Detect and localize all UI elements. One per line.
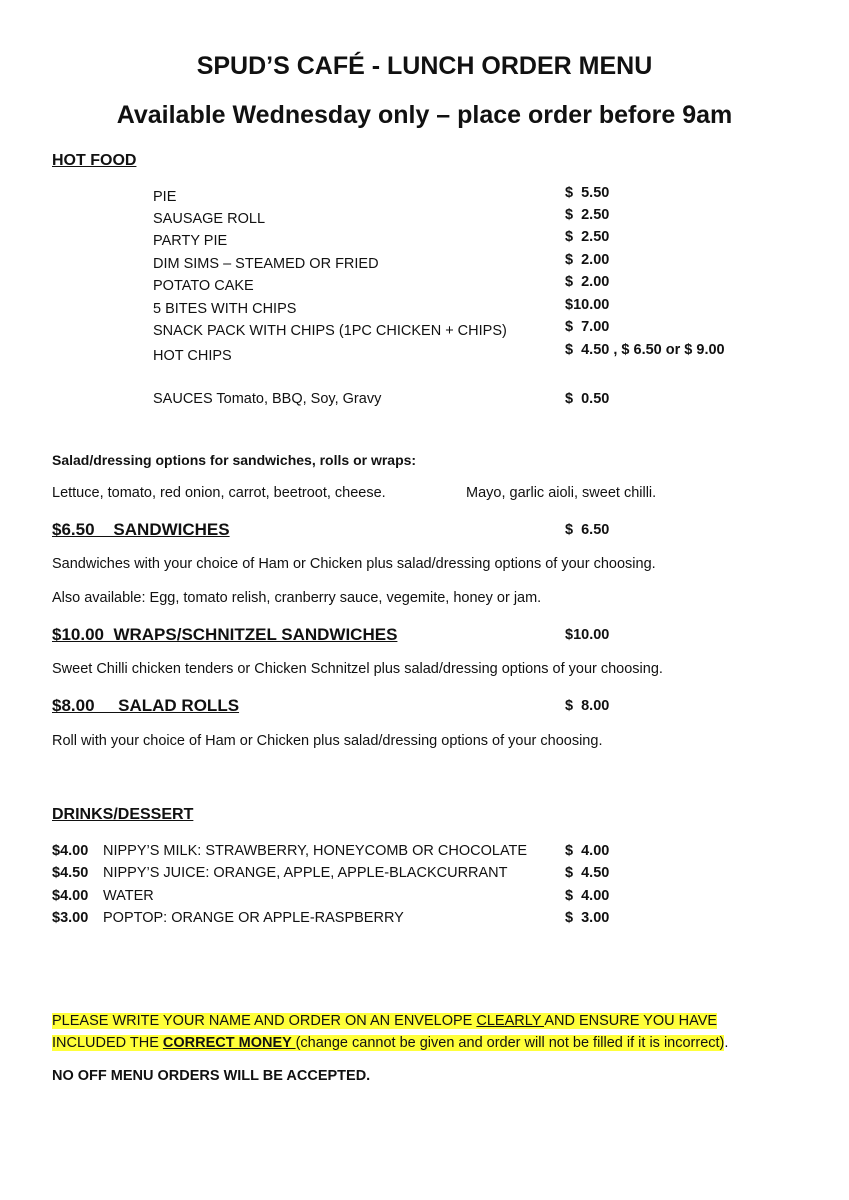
hot-food-item-price: $ 2.50 — [565, 207, 610, 223]
instructions-correct-money: CORRECT MONEY — [162, 1035, 296, 1051]
salad-options-heading: Salad/dressing options for sandwiches, rolls or wraps: — [52, 452, 417, 468]
hot-food-item-name: PARTY PIE — [153, 233, 228, 249]
salad-rolls-price: $ 8.00 — [565, 698, 610, 714]
drink-price: $ 4.00 — [565, 888, 610, 904]
hot-food-item-name: DIM SIMS – STEAMED OR FRIED — [153, 256, 379, 272]
hot-food-item-name: SAUSAGE ROLL — [153, 211, 266, 227]
drink-prefix-price: $4.50 — [52, 865, 89, 881]
hot-food-item-price: $ 5.50 — [565, 185, 610, 201]
drinks-heading: DRINKS/DESSERT — [52, 806, 194, 823]
instructions-end: . — [724, 1035, 729, 1051]
sandwiches-price: $ 6.50 — [565, 522, 610, 538]
hot-food-item-price: $ 2.00 — [565, 274, 610, 290]
hot-food-item-name: POTATO CAKE — [153, 278, 254, 294]
instructions-part2: AND ENSURE YOU HAVE INCLUDED THE — [52, 1013, 718, 1051]
salad-rolls-description: Roll with your choice of Ham or Chicken plus salad/dressing options of your choosing. — [52, 733, 603, 749]
wraps-price: $10.00 — [565, 627, 610, 643]
menu-subtitle: Available Wednesday only – place order before 9am — [116, 101, 733, 129]
salad-rolls-heading: $8.00 SALAD ROLLS — [52, 696, 240, 715]
salad-options-list: Lettuce, tomato, red onion, carrot, beetroot, cheese. — [52, 485, 386, 501]
dressing-options-list: Mayo, garlic aioli, sweet chilli. — [466, 485, 657, 501]
drink-price: $ 4.50 — [565, 865, 610, 881]
hot-food-heading: HOT FOOD — [52, 152, 137, 169]
drink-price: $ 3.00 — [565, 910, 610, 926]
order-instructions — [52, 1010, 782, 1054]
sandwiches-description: Sandwiches with your choice of Ham or Chicken plus salad/dressing options of your choosing. — [52, 556, 656, 572]
drink-name: WATER — [103, 888, 154, 904]
drink-prefix-price: $4.00 — [52, 843, 89, 859]
wraps-description: Sweet Chilli chicken tenders or Chicken Schnitzel plus salad/dressing options of your choosing. — [52, 661, 663, 677]
hot-food-item-name: PIE — [153, 189, 177, 205]
drink-price: $ 4.00 — [565, 843, 610, 859]
hot-food-item-price: $ 2.00 — [565, 252, 610, 268]
hot-food-item-price: $ 4.50 , $ 6.50 or $ 9.00 — [565, 342, 725, 358]
drink-row — [52, 910, 404, 926]
drink-name: POPTOP: ORANGE OR APPLE-RASPBERRY — [103, 910, 404, 926]
sandwiches-heading: $6.50 SANDWICHES — [52, 520, 230, 539]
sauces-label: SAUCES Tomato, BBQ, Soy, Gravy — [153, 391, 382, 407]
hot-food-item-price: $ 2.50 — [565, 229, 610, 245]
hot-food-item-name: SNACK PACK WITH CHIPS (1PC CHICKEN + CHIPS) — [153, 323, 507, 339]
hot-food-item-name: HOT CHIPS — [153, 348, 232, 364]
sandwiches-also-available: Also available: Egg, tomato relish, cranberry sauce, vegemite, honey or jam. — [52, 590, 542, 606]
menu-title: SPUD’S CAFÉ - LUNCH ORDER MENU — [196, 52, 653, 80]
drink-row — [52, 865, 508, 881]
instructions-part3: (change cannot be given and order will not be filled if it is incorrect) — [295, 1035, 725, 1051]
hot-food-item-name: 5 BITES WITH CHIPS — [153, 301, 297, 317]
drink-row — [52, 888, 154, 904]
instructions-part1: PLEASE WRITE YOUR NAME AND ORDER ON AN ENVELOPE — [52, 1013, 477, 1029]
drink-name: NIPPY’S JUICE: ORANGE, APPLE, APPLE-BLACKCURRANT — [103, 865, 508, 881]
hot-food-item-price: $ 7.00 — [565, 319, 610, 335]
wraps-heading: $10.00 WRAPS/SCHNITZEL SANDWICHES — [52, 625, 398, 644]
no-off-menu-notice: NO OFF MENU ORDERS WILL BE ACCEPTED. — [52, 1068, 371, 1084]
drink-prefix-price: $4.00 — [52, 888, 89, 904]
drink-prefix-price: $3.00 — [52, 910, 89, 926]
drink-row — [52, 843, 527, 859]
instructions-clearly: CLEARLY — [476, 1013, 545, 1029]
sauces-price: $ 0.50 — [565, 391, 610, 407]
drink-name: NIPPY’S MILK: STRAWBERRY, HONEYCOMB OR CHOCOLATE — [103, 843, 528, 859]
hot-food-item-price: $10.00 — [565, 297, 610, 313]
